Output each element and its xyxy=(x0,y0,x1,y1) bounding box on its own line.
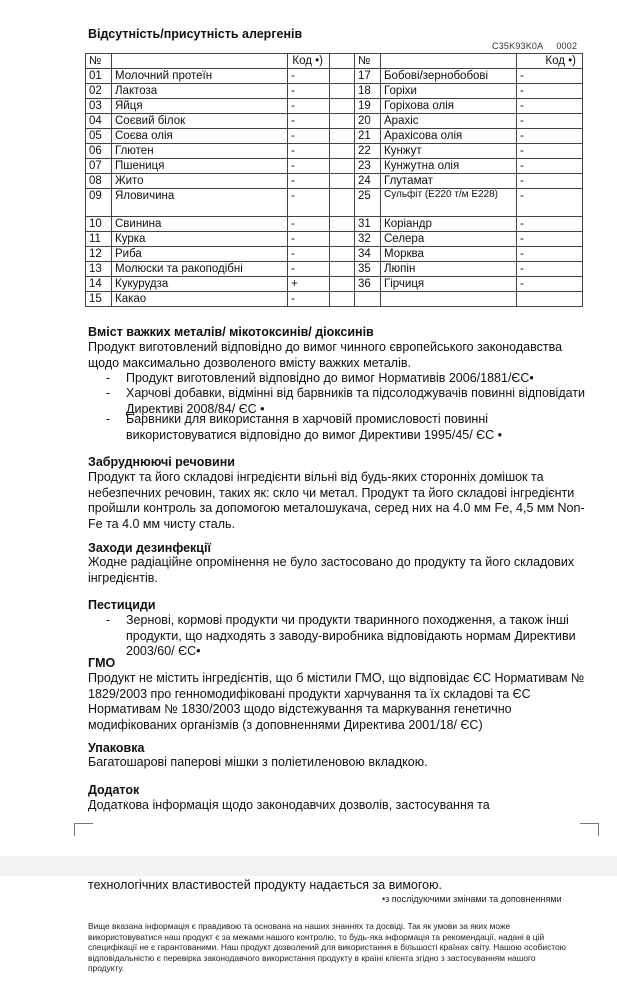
right-name-cell xyxy=(381,292,517,307)
page-break xyxy=(0,856,617,876)
left-code-cell: - xyxy=(288,292,330,307)
gap-cell xyxy=(330,129,355,144)
packaging-heading: Упаковка xyxy=(88,741,145,755)
left-code-cell: - xyxy=(288,69,330,84)
right-name-cell: Кунжут xyxy=(381,144,517,159)
bullet-text: Барвники для використання в харчовій промисловості повинні використовуватися відповідно до вимог Директиви 1995/45/ ЄС • xyxy=(126,412,503,442)
table-row xyxy=(86,292,583,307)
right-code-cell: - xyxy=(517,144,583,159)
gap-cell xyxy=(330,69,355,84)
right-num-cell: 21 xyxy=(355,129,381,144)
right-code-cell: - xyxy=(517,174,583,189)
header-code-left: Код •) xyxy=(288,54,330,69)
left-num-cell: 11 xyxy=(86,232,112,247)
left-name-cell: Свинина xyxy=(112,217,288,232)
right-name-cell: Люпін xyxy=(381,262,517,277)
table-row xyxy=(86,247,583,262)
left-num-cell: 07 xyxy=(86,159,112,174)
header-name-right xyxy=(381,54,517,69)
gap-cell xyxy=(330,84,355,99)
gmo-text: Продукт не містить інгредієнтів, що б містили ГМО, що відповідає ЄС Нормативам № 1829/2003 про генномодифіковані продукти харчування та їх складові та ЄС Нормативам № 1830/2003 щодо відстежування та маркування генетично модифікованих організмів (з доповненнями Директива 2001/18/ ЄС) xyxy=(88,671,585,732)
left-name-cell: Глютен xyxy=(112,144,288,159)
right-code-cell: - xyxy=(517,114,583,129)
left-num-cell: 08 xyxy=(86,174,112,189)
header-code-right: Код •) xyxy=(517,54,583,69)
left-code-cell: - xyxy=(288,144,330,159)
right-name-cell: Селера xyxy=(381,232,517,247)
right-num-cell: 32 xyxy=(355,232,381,247)
gmo-heading: ГМО xyxy=(88,656,116,670)
right-num-cell: 17 xyxy=(355,69,381,84)
left-code-cell: - xyxy=(288,262,330,277)
table-row xyxy=(86,144,583,159)
left-num-cell: 09 xyxy=(86,189,112,217)
page-corner-mark-left xyxy=(74,823,93,836)
bullet-text: Продукт виготовлений відповідно до вимог Нормативів 2006/1881/ЄС• xyxy=(126,371,534,385)
right-name-cell: Кунжутна олія xyxy=(381,159,517,174)
table-row xyxy=(86,84,583,99)
right-name-cell: Сульфіт (Е220 т/м Е228) xyxy=(381,189,517,217)
header-num-left: № xyxy=(86,54,112,69)
left-code-cell: - xyxy=(288,189,330,217)
right-num-cell: 36 xyxy=(355,277,381,292)
table-row xyxy=(86,114,583,129)
left-name-cell: Молочний протеїн xyxy=(112,69,288,84)
right-code-cell: - xyxy=(517,217,583,232)
right-name-cell: Горіхи xyxy=(381,84,517,99)
left-code-cell: - xyxy=(288,159,330,174)
right-num-cell: 19 xyxy=(355,99,381,114)
right-name-cell: Гірчиця xyxy=(381,277,517,292)
packaging-text: Багатошарові паперові мішки з поліетиленовою вкладкою. xyxy=(88,755,428,769)
table-row xyxy=(86,217,583,232)
header-num-right: № xyxy=(355,54,381,69)
left-num-cell: 02 xyxy=(86,84,112,99)
right-num-cell: 25 xyxy=(355,189,381,217)
left-name-cell: Риба xyxy=(112,247,288,262)
page-title: Відсутність/присутність алергенів xyxy=(88,27,303,41)
right-code-cell: - xyxy=(517,262,583,277)
right-code-cell: - xyxy=(517,99,583,114)
gap-cell xyxy=(330,159,355,174)
right-code-cell: - xyxy=(517,277,583,292)
contaminants-text: Продукт та його складові інгредієнти вільні від будь-яких сторонніх домішок та небезпечних речовин, таких як: скло чи метал. Продукт та його складові інгредієнти пройшли контроль за допомогою металошукача, серед них на 4.0 мм Fe, 4,5 мм Non-Fe та 4.0 мм чисту сталь. xyxy=(88,470,585,531)
left-code-cell: - xyxy=(288,114,330,129)
right-name-cell: Морква xyxy=(381,247,517,262)
left-name-cell: Пшениця xyxy=(112,159,288,174)
disclaimer: Вище вказана інформація є правдивою та основана на наших знаннях та досвіді. Так як умови за яких може використовуватися наш продукт є за межами нашого контролю, то будь-яка інформація та рекомендації, надані в цій специфікації не є гарантованими. Наш продукт дозволений для використання в більшості країнах світу. Нашою особистою відповідальністю є перевірка законодавчого використання продукту в країні клієнта згідно з застосуванням нашого продукту. xyxy=(88,921,566,974)
left-code-cell: - xyxy=(288,174,330,189)
right-num-cell: 31 xyxy=(355,217,381,232)
header-gap xyxy=(330,54,355,69)
left-name-cell: Молюски та ракоподібні xyxy=(112,262,288,277)
right-num-cell: 24 xyxy=(355,174,381,189)
left-code-cell: - xyxy=(288,232,330,247)
right-name-cell: Глутамат xyxy=(381,174,517,189)
disinfection-text: Жодне радіаційне опромінення не було застосовано до продукту та його складових інгредієнтів. xyxy=(88,555,575,585)
left-num-cell: 05 xyxy=(86,129,112,144)
gap-cell xyxy=(330,247,355,262)
left-num-cell: 01 xyxy=(86,69,112,84)
right-code-cell: - xyxy=(517,69,583,84)
metals-intro: Продукт виготовлений відповідно до вимог чинного європейського законодавства щодо максимально дозволеного вмісту важких металів. xyxy=(88,340,563,370)
table-row xyxy=(86,159,583,174)
footnote: •з послідуючими змінами та доповненнями xyxy=(382,894,562,904)
right-code-cell: - xyxy=(517,159,583,174)
left-name-cell: Жито xyxy=(112,174,288,189)
left-code-cell: - xyxy=(288,217,330,232)
right-num-cell: 35 xyxy=(355,262,381,277)
gap-cell xyxy=(330,99,355,114)
header-name-left xyxy=(112,54,288,69)
right-name-cell: Коріандр xyxy=(381,217,517,232)
right-name-cell: Арахісова олія xyxy=(381,129,517,144)
right-num-cell: 34 xyxy=(355,247,381,262)
table-row xyxy=(86,262,583,277)
table-row xyxy=(86,174,583,189)
right-code-cell: - xyxy=(517,189,583,217)
continuation-text: технологічних властивостей продукту надається за вимогою. xyxy=(88,878,442,892)
pesticides-heading: Пестициди xyxy=(88,598,156,612)
disinfection-heading: Заходи дезинфекції xyxy=(88,541,211,555)
left-code-cell: - xyxy=(288,99,330,114)
right-num-cell: 23 xyxy=(355,159,381,174)
right-code-cell: - xyxy=(517,129,583,144)
right-code-cell xyxy=(517,292,583,307)
table-row xyxy=(86,232,583,247)
left-name-cell: Соєва олія xyxy=(112,129,288,144)
left-code-cell: + xyxy=(288,277,330,292)
left-code-cell: - xyxy=(288,84,330,99)
gap-cell xyxy=(330,232,355,247)
gap-cell xyxy=(330,174,355,189)
left-name-cell: Яйця xyxy=(112,99,288,114)
left-num-cell: 04 xyxy=(86,114,112,129)
right-num-cell: 22 xyxy=(355,144,381,159)
left-name-cell: Яловичина xyxy=(112,189,288,217)
pesticides-bullet: - Зернові, кормові продукти чи продукти тваринного походження, а також інші продукти, що надходять з заводу-виробника відповідають нормам Директиви 2003/60/ ЄС• xyxy=(106,613,586,660)
left-num-cell: 06 xyxy=(86,144,112,159)
left-num-cell: 03 xyxy=(86,99,112,114)
bullet-text: Харчові добавки, відмінні від барвників та підсолоджувачів повинні відповідати Директиві 2008/84/ ЄС • xyxy=(126,386,585,416)
table-row xyxy=(86,189,583,217)
metals-bullet-2: - Харчові добавки, відмінні від барвників та підсолоджувачів повинні відповідати Директиві 2008/84/ ЄС • xyxy=(106,386,585,416)
gap-cell xyxy=(330,189,355,217)
right-code-cell: - xyxy=(517,232,583,247)
allergen-table-header xyxy=(86,54,583,69)
metals-heading: Вміст важких металів/ мікотоксинів/ діоксинів xyxy=(88,325,374,339)
right-name-cell: Арахіс xyxy=(381,114,517,129)
contaminants-heading: Забруднюючі речовини xyxy=(88,455,235,469)
left-num-cell: 12 xyxy=(86,247,112,262)
left-name-cell: Курка xyxy=(112,232,288,247)
metals-bullet-1: - Продукт виготовлений відповідно до вимог Нормативів 2006/1881/ЄС• xyxy=(106,371,586,387)
right-num-cell xyxy=(355,292,381,307)
table-row xyxy=(86,277,583,292)
left-num-cell: 13 xyxy=(86,262,112,277)
gap-cell xyxy=(330,144,355,159)
gap-cell xyxy=(330,277,355,292)
right-num-cell: 20 xyxy=(355,114,381,129)
right-code-cell: - xyxy=(517,247,583,262)
table-row xyxy=(86,99,583,114)
right-name-cell: Горіхова олія xyxy=(381,99,517,114)
metals-bullet-3: - Барвники для використання в харчовій промисловості повинні використовуватися відповідно до вимог Директиви 1995/45/ ЄС • xyxy=(106,412,586,443)
left-code-cell: - xyxy=(288,247,330,262)
addendum-text: Додаткова інформація щодо законодавчих дозволів, застосування та xyxy=(88,798,490,812)
left-num-cell: 15 xyxy=(86,292,112,307)
right-code-cell: - xyxy=(517,84,583,99)
left-name-cell: Какао xyxy=(112,292,288,307)
left-name-cell: Кукурудза xyxy=(112,277,288,292)
allergen-table xyxy=(85,53,583,307)
table-row xyxy=(86,69,583,84)
left-code-cell: - xyxy=(288,129,330,144)
left-name-cell: Лактоза xyxy=(112,84,288,99)
page-corner-mark-right xyxy=(580,823,599,836)
gap-cell xyxy=(330,114,355,129)
left-name-cell: Соєвий білок xyxy=(112,114,288,129)
table-row xyxy=(86,129,583,144)
left-num-cell: 14 xyxy=(86,277,112,292)
gap-cell xyxy=(330,292,355,307)
document-id: C35K93K0A 0002 xyxy=(492,41,578,51)
right-num-cell: 18 xyxy=(355,84,381,99)
gap-cell xyxy=(330,217,355,232)
gap-cell xyxy=(330,262,355,277)
right-name-cell: Бобові/зернобобові xyxy=(381,69,517,84)
left-num-cell: 10 xyxy=(86,217,112,232)
addendum-heading: Додаток xyxy=(88,783,140,797)
bullet-text: Зернові, кормові продукти чи продукти тваринного походження, а також інші продукти, що надходять з заводу-виробника відповідають нормам Директиви 2003/60/ ЄС• xyxy=(126,613,576,658)
